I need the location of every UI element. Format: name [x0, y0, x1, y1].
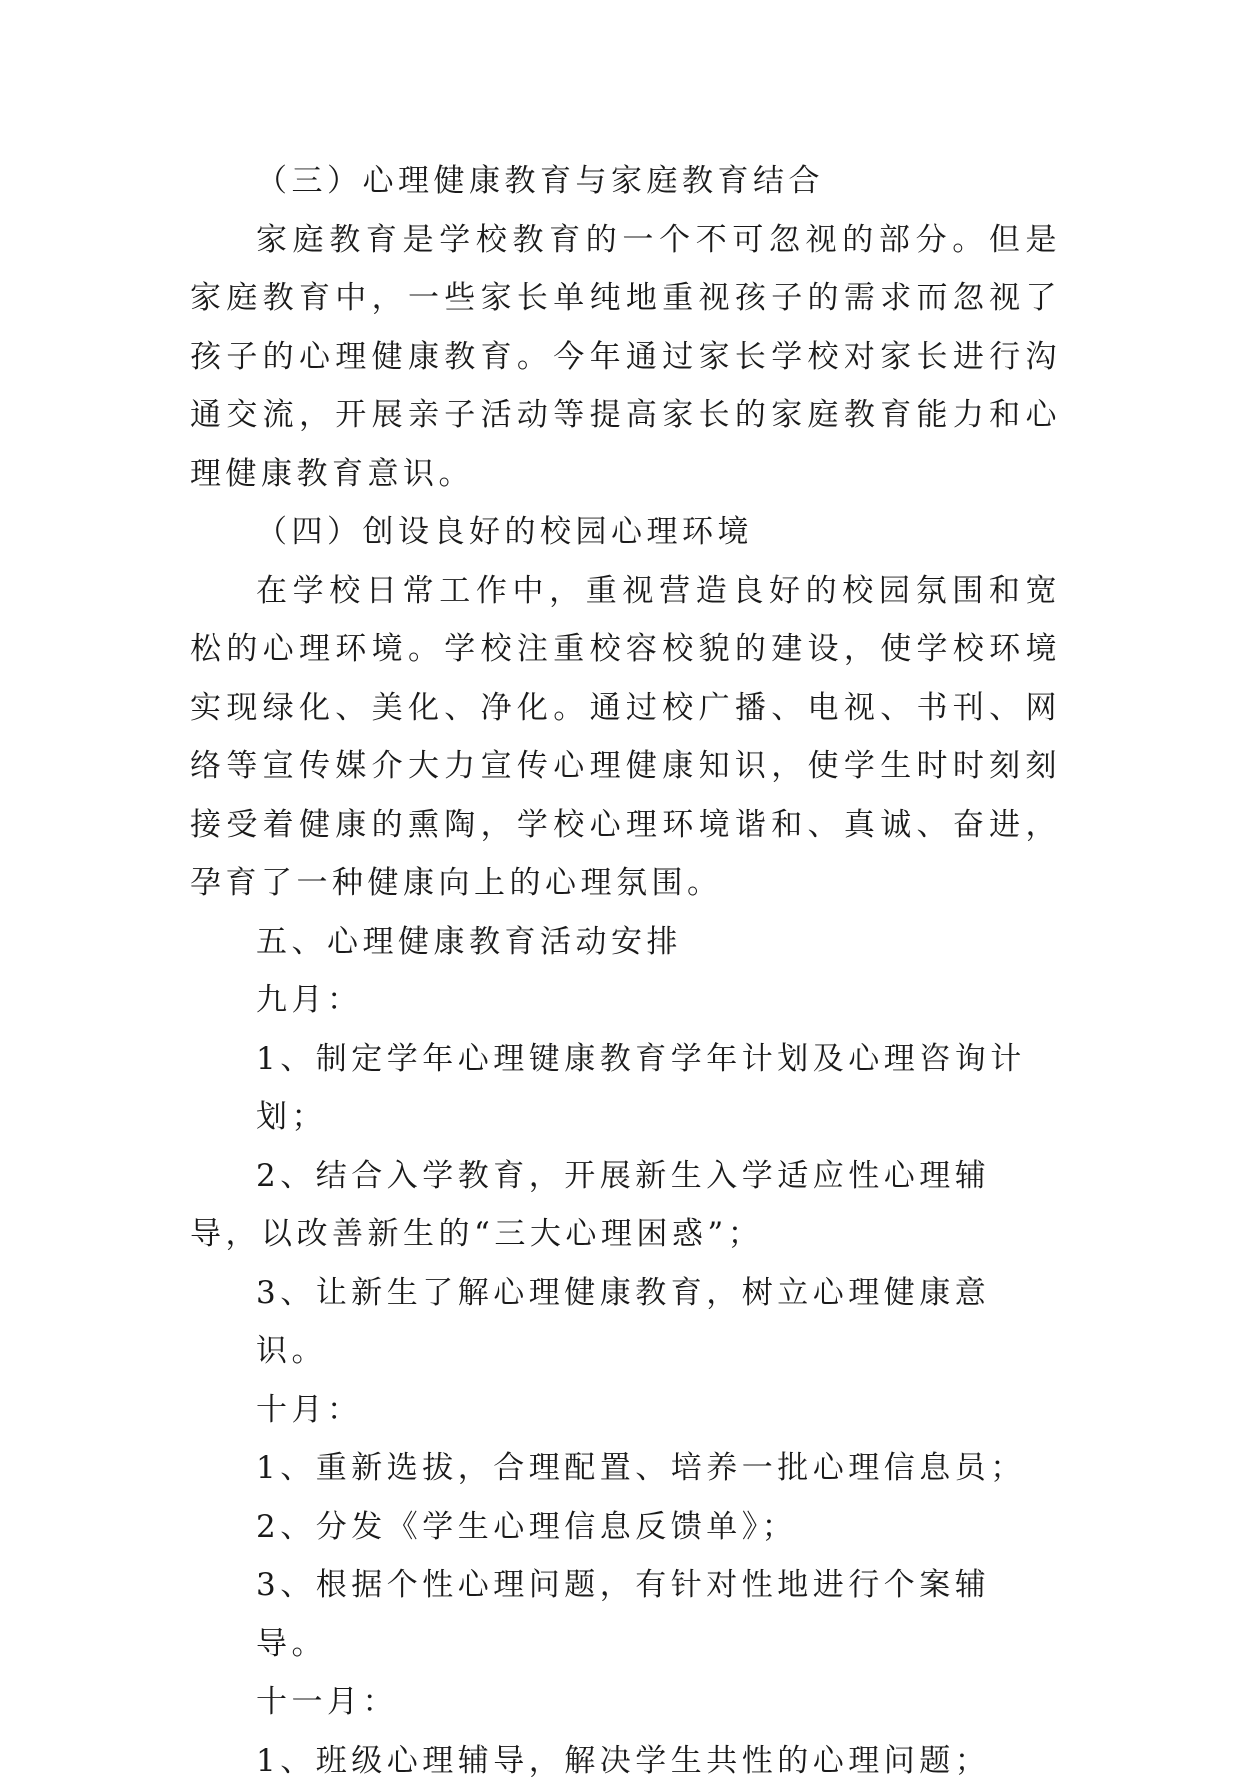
- month-heading-september: 九月：: [190, 971, 1061, 1030]
- list-item: 3、让新生了解心理健康教育，树立心理健康意识。: [190, 1264, 1061, 1381]
- month-heading-october: 十月：: [190, 1381, 1061, 1440]
- section-heading-family-education: （三）心理健康教育与家庭教育结合: [190, 152, 1061, 211]
- section-heading-campus-environment: （四）创设良好的校园心理环境: [190, 503, 1061, 562]
- section-heading-activity-schedule: 五、心理健康教育活动安排: [190, 913, 1061, 972]
- month-heading-november: 十一月：: [190, 1673, 1061, 1732]
- list-item: 2、分发《学生心理信息反馈单》；: [190, 1498, 1061, 1557]
- list-item: 1、制定学年心理键康教育学年计划及心理咨询计划；: [190, 1030, 1061, 1147]
- list-item: 3、根据个性心理问题，有针对性地进行个案辅导。: [190, 1556, 1061, 1673]
- list-item: 1、班级心理辅导，解决学生共性的心理问题；: [190, 1732, 1061, 1790]
- list-item: 1、重新选拔，合理配置、培养一批心理信息员；: [190, 1439, 1061, 1498]
- paragraph-family-education: 家庭教育是学校教育的一个不可忽视的部分。但是家庭教育中，一些家长单纯地重视孩子的需求而忽视了孩子的心理健康教育。今年通过家长学校对家长进行沟通交流，开展亲子活动等提高家长的家庭教育能力和心理健康教育意识。: [190, 211, 1061, 504]
- paragraph-campus-environment: 在学校日常工作中，重视营造良好的校园氛围和宽松的心理环境。学校注重校容校貌的建设，使学校环境实现绿化、美化、净化。通过校广播、电视、书刊、网络等宣传媒介大力宣传心理健康知识，使学生时时刻刻接受着健康的熏陶，学校心理环境谐和、真诚、奋进，孕育了一种健康向上的心理氛围。: [190, 562, 1061, 913]
- list-item: 2、结合入学教育，开展新生入学适应性心理辅导，以改善新生的“三大心理困惑”；: [190, 1147, 1061, 1264]
